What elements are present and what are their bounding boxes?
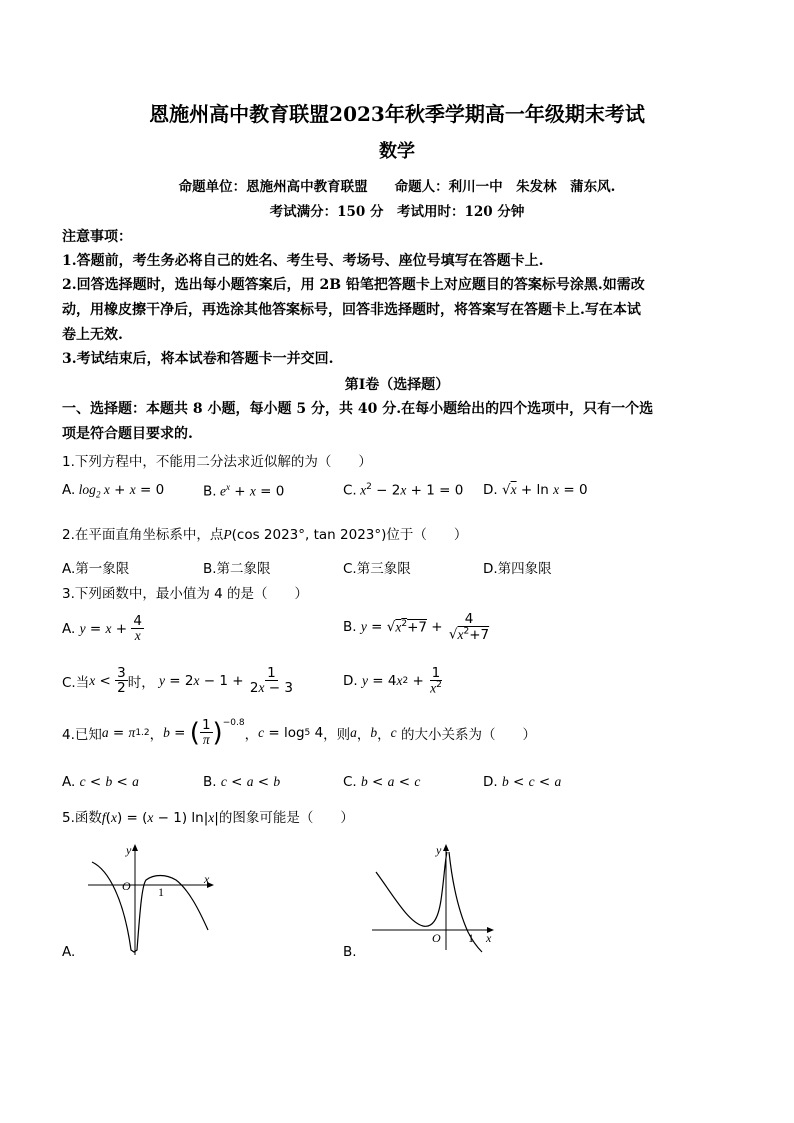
graph-a-origin-label: O <box>122 879 131 893</box>
q3-d-label: D. <box>343 672 358 689</box>
graph-a-tick-label: 1 <box>158 885 164 899</box>
q4-b-label: B. <box>203 774 217 790</box>
q4-option-b: B. c < a < b <box>203 774 281 790</box>
q2-stem-pre: 2.在平面直角坐标系中，点 <box>62 527 224 543</box>
note-2-line-3: 卷上无效. <box>62 327 123 343</box>
note-2-line-2: 动，用橡皮擦干净后，再选涂其他答案标号，回答非选择题时，将答案写在答题卡上.写在本试 <box>62 302 641 318</box>
q3-stem: 3.下列函数中，最小值为 4 的是（ ） <box>62 586 309 602</box>
q4-stem-pre: 4.已知 <box>62 726 102 743</box>
q5-stem-post: 的图象可能是（ ） <box>218 810 354 826</box>
q4-a-label: A. <box>62 774 76 790</box>
q3-option-b: B. y = √ $x^2+7$ + $\frac{4}{√x^2+7}$ <box>343 611 490 643</box>
q1-option-b: B. $e^x + x = 0$ <box>203 482 285 500</box>
graph-b-x-label: x <box>486 931 492 945</box>
note-1: 1.答题前，考生务必将自己的姓名、考生号、考场号、座位号填写在答题卡上. <box>62 253 544 269</box>
section-intro-line-2: 项是符合题目要求的. <box>62 426 193 442</box>
q4-then: ，则 <box>323 726 351 743</box>
q3-a-label: A. <box>62 620 76 637</box>
q3-option-d: D. y = 4 x 2 + $\frac{1}{x^2}$ <box>343 665 442 696</box>
q2-option-a: A.第一象限 <box>62 561 130 577</box>
q4-option-a: A. c < b < a <box>62 774 139 790</box>
q1-d-label: D. <box>483 482 498 498</box>
section-intro-line-1: 一、选择题：本题共 8 小题，每小题 5 分，共 40 分.在每小题给出的四个选项中，只有一个选 <box>62 401 654 417</box>
note-2-line-1: 2.回答选择题时，选出每小题答案后，用 2B 铅笔把答题卡上对应题目的答案标号涂黑.如需改 <box>62 277 645 293</box>
q3-option-a: A. y = x + $\frac{4}{x}$ <box>62 613 142 644</box>
q4-option-d: D. b < c < a <box>483 774 562 790</box>
q1-c-label: C. <box>343 482 357 499</box>
q1-a-label: A. <box>62 482 76 498</box>
q4-option-c: C. b < a < c <box>343 774 421 790</box>
exam-info-line: 考试满分：150 分 考试用时：120 分钟 <box>269 204 525 220</box>
exam-title: 恩施州高中教育联盟2023年秋季学期高一年级期末考试 <box>149 102 645 126</box>
q1-option-d: D. √x + ln x = 0 <box>483 482 588 498</box>
q3-option-c: C.当 x < $\frac{3}{2}$ 时， y = 2 x − 1 + $\frac{1}{2x - 3}$ <box>62 665 293 697</box>
q3-c-pre: C.当 <box>62 674 90 691</box>
q5-stem-pre: 5.函数 <box>62 810 102 826</box>
q3-b-label: B. <box>343 618 357 635</box>
graph-b-tick-label: 1 <box>468 931 474 945</box>
graph-b-curve-right <box>449 852 482 952</box>
q2-stem: 2.在平面直角坐标系中，点P(cos 2023°, tan 2023°)位于（ ） <box>62 527 468 543</box>
q5-option-a-label: A. <box>62 944 76 960</box>
graph-b-y-arrow <box>443 844 449 851</box>
q1-stem: 1.下列方程中，不能用二分法求近似解的为（ ） <box>62 454 372 470</box>
subject-title: 数学 <box>379 141 415 162</box>
notes-heading: 注意事项： <box>62 229 132 245</box>
proposer-line: 命题单位：恩施州高中教育联盟 命题人：利川一中 朱发林 蒲东风. <box>178 179 616 195</box>
part-title: 第Ⅰ卷（选择题） <box>344 377 450 393</box>
q2-option-c: C.第三象限 <box>343 561 411 577</box>
graph-a-x-label: x <box>204 872 210 886</box>
q4-c-label: C. <box>343 774 357 790</box>
graph-b-y-label: y <box>436 843 442 857</box>
graph-a-y-label: y <box>126 843 132 857</box>
graph-a-curve <box>92 862 208 952</box>
q2-option-b: B.第二象限 <box>203 561 271 577</box>
q2-option-d: D.第四象限 <box>483 561 552 577</box>
q4-d-label: D. <box>483 774 498 790</box>
q5-stem: 5.函数f(x) = (x − 1) ln|x|的图象可能是（ ） <box>62 810 354 826</box>
graph-b-curve-left <box>376 852 447 926</box>
q1-option-c: C. $x^2 - 2x + 1 = 0$ <box>343 482 464 499</box>
q3-c-mid: 时， <box>127 674 155 691</box>
q2-stem-post: 位于（ ） <box>386 527 468 543</box>
q4-stem: 4.已知 a = π 1.2 ， b = ( $\frac{1}{\pi}$ ) $^{-0.8}$ ， c = log 5 4 ，则 a ， b ， c 的大小关系为（ ） <box>62 717 536 748</box>
q4-stem-post: 的大小关系为（ ） <box>400 726 536 743</box>
q1-option-a: A. $\log_2 x + x = 0$ <box>62 482 165 500</box>
note-3: 3.考试结束后，将本试卷和答题卡一并交回. <box>62 351 334 367</box>
graph-b-origin-label: O <box>432 931 441 945</box>
graph-a-y-arrow <box>132 844 138 851</box>
q5-option-b-label: B. <box>343 944 357 960</box>
q1-b-label: B. <box>203 483 217 500</box>
graph-a <box>84 840 224 965</box>
graph-b <box>368 840 503 960</box>
